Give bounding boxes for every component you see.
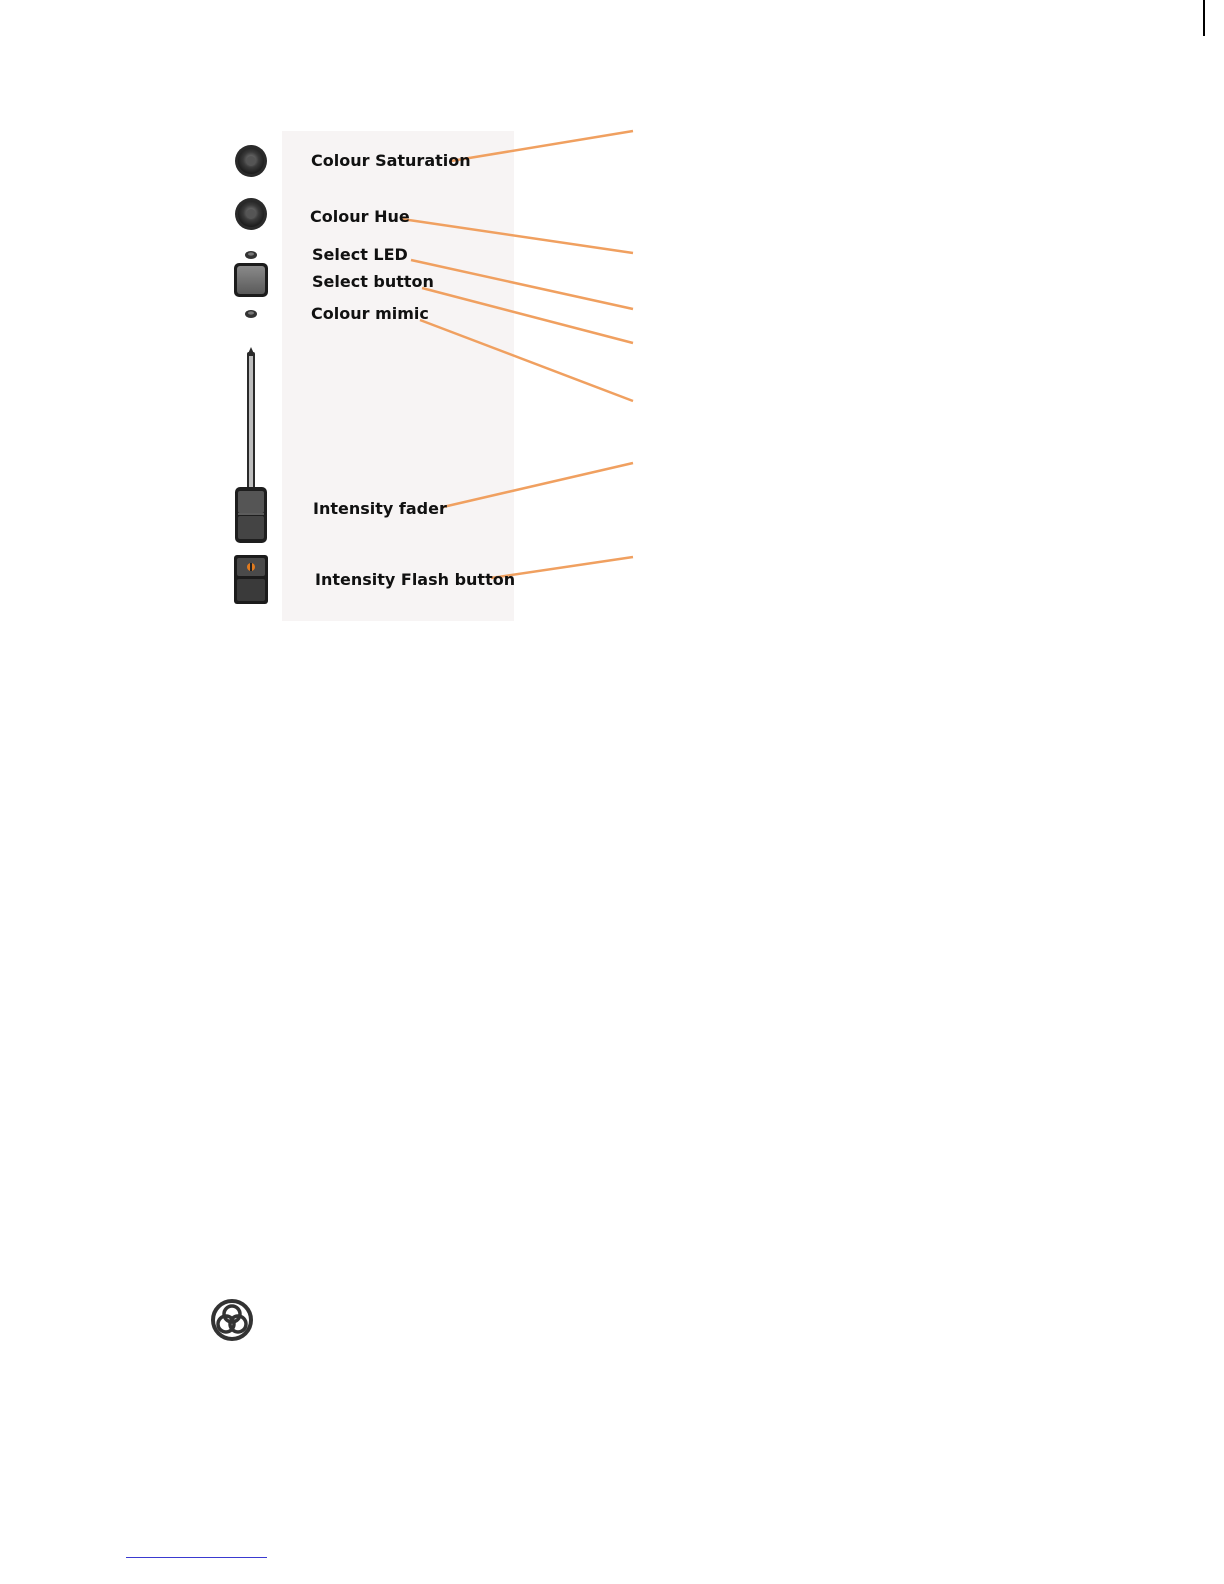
footnote-rule — [126, 1557, 267, 1558]
colour-saturation-knob[interactable] — [235, 145, 267, 177]
leader-line-colour-saturation — [451, 131, 633, 161]
select-button[interactable] — [234, 263, 268, 297]
leader-line-colour-mimic — [420, 320, 633, 401]
intensity-flash-button[interactable] — [234, 555, 268, 604]
label-colour-saturation: Colour Saturation — [311, 151, 471, 170]
label-intensity-fader: Intensity fader — [313, 499, 447, 518]
colour-hue-knob[interactable] — [235, 198, 267, 230]
label-colour-hue: Colour Hue — [310, 207, 410, 226]
label-intensity-flash-button: Intensity Flash button — [315, 570, 516, 589]
label-select-led: Select LED — [312, 245, 408, 264]
colour-mimic-led — [245, 310, 257, 318]
leader-line-intensity-fader — [443, 463, 633, 507]
intensity-fader-track — [247, 347, 255, 494]
leader-line-select-led — [411, 260, 633, 309]
select-led — [245, 251, 257, 259]
colour-wheel-icon — [209, 1298, 255, 1342]
leader-line-colour-hue — [402, 219, 633, 253]
label-select-button: Select button — [312, 272, 434, 291]
channel-strip-diagram — [0, 0, 1224, 700]
label-colour-mimic: Colour mimic — [311, 304, 429, 323]
intensity-fader-knob[interactable] — [235, 487, 267, 543]
leader-line-select-button — [422, 288, 633, 343]
